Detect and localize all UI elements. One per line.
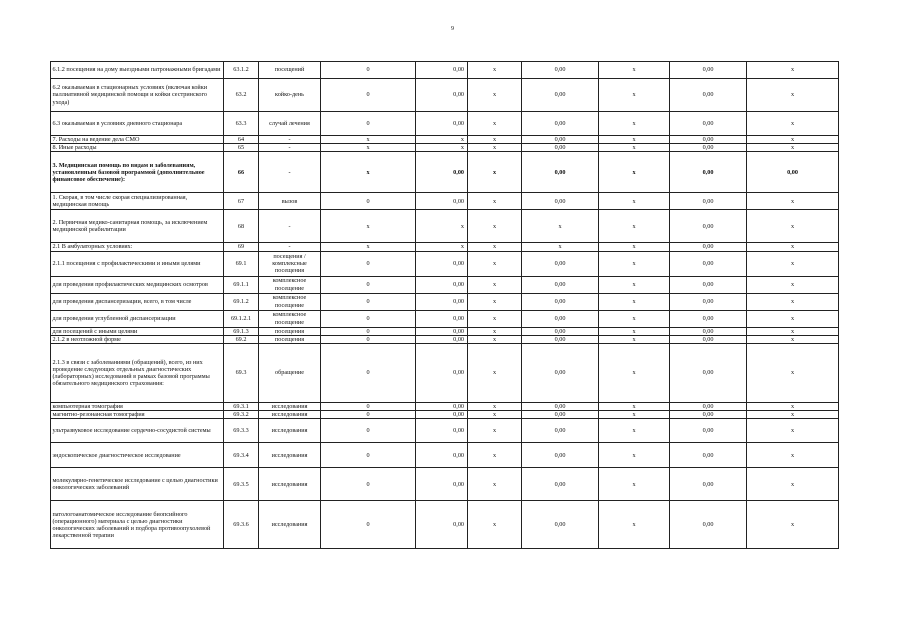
- row-value-cell: x: [599, 468, 670, 501]
- row-value-cell: 0,00: [670, 327, 747, 335]
- row-value-cell: x: [747, 501, 839, 549]
- row-value-cell: 0,00: [416, 79, 468, 112]
- row-unit-cell: -: [259, 243, 321, 251]
- row-value-cell: 0,00: [670, 411, 747, 419]
- row-value-cell: x: [747, 327, 839, 335]
- row-unit-cell: -: [259, 152, 321, 193]
- row-value-cell: x: [599, 152, 670, 193]
- row-value-cell: 0: [321, 193, 416, 210]
- row-value-cell: x: [468, 152, 522, 193]
- table-row: [51, 144, 839, 152]
- row-code-cell: 68: [224, 210, 259, 243]
- row-name-cell: 6.2 оказываемая в стационарных условиях (включая койки паллиативной медицинской помощи и койки сестринского ухода): [51, 79, 224, 112]
- row-value-cell: 0,00: [670, 62, 747, 79]
- row-value-cell: x: [599, 79, 670, 112]
- row-code-cell: 64: [224, 136, 259, 144]
- row-name-cell: 7. Расходы на ведение дела СМО: [51, 136, 224, 144]
- row-name-cell: 6.3 оказываемая в условиях дневного стационара: [51, 112, 224, 136]
- row-value-cell: x: [747, 210, 839, 243]
- row-unit-cell: посещения: [259, 335, 321, 343]
- row-value-cell: x: [747, 251, 839, 276]
- row-value-cell: 0,00: [416, 443, 468, 468]
- row-name-cell: патологоанатомическое исследование биопсийного (операционного) материала с целью диагностики онкологических заболеваний и подбора противоопухолевой лекарственной терапии: [51, 501, 224, 549]
- row-value-cell: 0,00: [416, 112, 468, 136]
- row-value-cell: x: [599, 403, 670, 411]
- row-value-cell: x: [599, 144, 670, 152]
- row-code-cell: 69.1.3: [224, 327, 259, 335]
- row-value-cell: 0,00: [522, 62, 599, 79]
- row-unit-cell: исследования: [259, 419, 321, 443]
- row-value-cell: x: [599, 335, 670, 343]
- row-value-cell: x: [321, 136, 416, 144]
- row-value-cell: 0,00: [522, 403, 599, 411]
- row-value-cell: x: [599, 276, 670, 293]
- row-value-cell: 0,00: [670, 501, 747, 549]
- row-value-cell: 0: [321, 62, 416, 79]
- row-value-cell: 0: [321, 251, 416, 276]
- row-value-cell: 0,00: [416, 468, 468, 501]
- row-value-cell: x: [468, 468, 522, 501]
- row-value-cell: x: [468, 243, 522, 251]
- row-value-cell: x: [468, 293, 522, 310]
- row-name-cell: 1. Скорая, в том числе скорая специализированная, медицинская помощь: [51, 193, 224, 210]
- row-value-cell: x: [747, 79, 839, 112]
- row-value-cell: 0,00: [416, 62, 468, 79]
- row-value-cell: 0,00: [416, 344, 468, 403]
- table-row: [51, 468, 839, 501]
- table-row: [51, 443, 839, 468]
- table-row: [51, 344, 839, 403]
- table-row: [51, 210, 839, 243]
- row-unit-cell: посещений: [259, 62, 321, 79]
- row-value-cell: x: [522, 210, 599, 243]
- row-unit-cell: посещения: [259, 327, 321, 335]
- row-value-cell: 0: [321, 112, 416, 136]
- financial-table: [50, 61, 839, 549]
- row-value-cell: x: [747, 293, 839, 310]
- row-value-cell: 0,00: [522, 443, 599, 468]
- row-value-cell: 0,00: [522, 310, 599, 327]
- row-value-cell: 0,00: [522, 136, 599, 144]
- row-unit-cell: случай лечения: [259, 112, 321, 136]
- row-name-cell: 2.1 В амбулаторных условиях:: [51, 243, 224, 251]
- row-value-cell: x: [468, 144, 522, 152]
- row-value-cell: x: [468, 335, 522, 343]
- row-value-cell: 0: [321, 468, 416, 501]
- row-name-cell: 2. Первичная медико-санитарная помощь, за исключением медицинской реабилитации: [51, 210, 224, 243]
- row-value-cell: x: [468, 310, 522, 327]
- row-value-cell: x: [747, 335, 839, 343]
- row-value-cell: 0,00: [670, 403, 747, 411]
- row-value-cell: x: [468, 276, 522, 293]
- row-value-cell: 0,00: [670, 210, 747, 243]
- row-value-cell: x: [468, 112, 522, 136]
- row-code-cell: 63.2: [224, 79, 259, 112]
- row-value-cell: 0,00: [416, 501, 468, 549]
- table-row: [51, 293, 839, 310]
- row-code-cell: 63.1.2: [224, 62, 259, 79]
- row-value-cell: x: [599, 293, 670, 310]
- row-value-cell: 0: [321, 335, 416, 343]
- row-unit-cell: исследования: [259, 443, 321, 468]
- row-code-cell: 69: [224, 243, 259, 251]
- row-unit-cell: -: [259, 144, 321, 152]
- row-name-cell: компьютерная томография: [51, 403, 224, 411]
- table-row: [51, 79, 839, 112]
- row-value-cell: x: [416, 144, 468, 152]
- row-unit-cell: вызов: [259, 193, 321, 210]
- row-value-cell: x: [522, 243, 599, 251]
- row-name-cell: для проведения профилактических медицинских осмотров: [51, 276, 224, 293]
- row-value-cell: 0,00: [522, 344, 599, 403]
- row-value-cell: x: [747, 62, 839, 79]
- row-value-cell: x: [747, 443, 839, 468]
- table-row: [51, 403, 839, 411]
- row-value-cell: 0: [321, 310, 416, 327]
- row-code-cell: 66: [224, 152, 259, 193]
- row-value-cell: x: [599, 112, 670, 136]
- row-value-cell: x: [747, 136, 839, 144]
- row-value-cell: x: [468, 62, 522, 79]
- row-value-cell: 0: [321, 411, 416, 419]
- row-value-cell: 0,00: [670, 112, 747, 136]
- row-value-cell: 0,00: [670, 293, 747, 310]
- table-row: [51, 327, 839, 335]
- row-value-cell: x: [747, 468, 839, 501]
- row-value-cell: 0,00: [522, 293, 599, 310]
- row-name-cell: для проведения диспансеризации, всего, в том числе: [51, 293, 224, 310]
- row-value-cell: x: [599, 327, 670, 335]
- row-value-cell: 0,00: [522, 193, 599, 210]
- table-row: [51, 193, 839, 210]
- row-value-cell: 0,00: [522, 335, 599, 343]
- row-value-cell: 0,00: [416, 293, 468, 310]
- row-value-cell: 0,00: [416, 310, 468, 327]
- row-value-cell: x: [599, 243, 670, 251]
- row-value-cell: x: [747, 144, 839, 152]
- row-value-cell: 0: [321, 293, 416, 310]
- table-row: [51, 310, 839, 327]
- row-value-cell: 0,00: [670, 344, 747, 403]
- row-name-cell: 8. Иные расходы: [51, 144, 224, 152]
- row-code-cell: 69.3.2: [224, 411, 259, 419]
- row-code-cell: 69.3: [224, 344, 259, 403]
- row-value-cell: 0,00: [522, 327, 599, 335]
- table-row: [51, 243, 839, 251]
- row-value-cell: x: [468, 79, 522, 112]
- row-value-cell: x: [321, 210, 416, 243]
- row-unit-cell: -: [259, 210, 321, 243]
- row-value-cell: 0,00: [522, 411, 599, 419]
- row-unit-cell: -: [259, 136, 321, 144]
- row-name-cell: молекулярно-генетическое исследование с целью диагностики онкологических заболеваний: [51, 468, 224, 501]
- row-value-cell: x: [468, 443, 522, 468]
- row-value-cell: 0: [321, 327, 416, 335]
- row-value-cell: x: [416, 210, 468, 243]
- row-value-cell: x: [747, 419, 839, 443]
- row-value-cell: x: [468, 327, 522, 335]
- row-code-cell: 63.3: [224, 112, 259, 136]
- row-value-cell: 0,00: [670, 310, 747, 327]
- row-value-cell: 0,00: [416, 335, 468, 343]
- row-value-cell: 0,00: [670, 468, 747, 501]
- table-row: [51, 62, 839, 79]
- row-value-cell: 0,00: [522, 419, 599, 443]
- row-value-cell: x: [321, 243, 416, 251]
- row-value-cell: x: [599, 411, 670, 419]
- row-value-cell: 0,00: [670, 335, 747, 343]
- row-value-cell: 0,00: [416, 411, 468, 419]
- table-row: [51, 411, 839, 419]
- row-value-cell: 0,00: [416, 152, 468, 193]
- row-value-cell: 0,00: [416, 251, 468, 276]
- row-value-cell: 0,00: [522, 468, 599, 501]
- row-unit-cell: исследования: [259, 501, 321, 549]
- row-code-cell: 69.1: [224, 251, 259, 276]
- row-value-cell: 0,00: [522, 144, 599, 152]
- row-code-cell: 69.1.2.1: [224, 310, 259, 327]
- row-value-cell: x: [747, 403, 839, 411]
- row-value-cell: x: [599, 251, 670, 276]
- row-name-cell: магнитно-резонансная томография: [51, 411, 224, 419]
- row-value-cell: 0,00: [416, 327, 468, 335]
- row-code-cell: 69.3.3: [224, 419, 259, 443]
- table-row: [51, 501, 839, 549]
- row-value-cell: 0,00: [670, 276, 747, 293]
- table-row: [51, 251, 839, 276]
- row-value-cell: 0: [321, 403, 416, 411]
- row-code-cell: 69.3.6: [224, 501, 259, 549]
- row-code-cell: 69.2: [224, 335, 259, 343]
- row-value-cell: x: [468, 193, 522, 210]
- row-unit-cell: комплексное посещение: [259, 310, 321, 327]
- row-value-cell: x: [321, 152, 416, 193]
- row-code-cell: 69.3.4: [224, 443, 259, 468]
- row-value-cell: x: [747, 310, 839, 327]
- row-name-cell: 2.1.2 в неотложной форме: [51, 335, 224, 343]
- row-value-cell: 0,00: [416, 276, 468, 293]
- table-row: [51, 276, 839, 293]
- row-value-cell: x: [599, 193, 670, 210]
- row-value-cell: 0,00: [670, 144, 747, 152]
- row-unit-cell: обращение: [259, 344, 321, 403]
- row-value-cell: 0: [321, 344, 416, 403]
- row-value-cell: x: [468, 251, 522, 276]
- row-value-cell: 0,00: [522, 501, 599, 549]
- row-value-cell: x: [747, 112, 839, 136]
- row-unit-cell: исследования: [259, 403, 321, 411]
- row-code-cell: 67: [224, 193, 259, 210]
- row-value-cell: 0,00: [522, 276, 599, 293]
- row-value-cell: 0,00: [670, 243, 747, 251]
- row-unit-cell: исследования: [259, 468, 321, 501]
- page-number: 9: [451, 26, 454, 32]
- row-value-cell: x: [468, 411, 522, 419]
- row-value-cell: 0,00: [522, 112, 599, 136]
- row-unit-cell: комплексное посещение: [259, 293, 321, 310]
- row-value-cell: 0,00: [416, 403, 468, 411]
- row-value-cell: x: [599, 210, 670, 243]
- row-value-cell: 0,00: [670, 136, 747, 144]
- row-value-cell: 0,00: [416, 419, 468, 443]
- row-name-cell: 2.1.1 посещения с профилактическими и иными целями: [51, 251, 224, 276]
- row-value-cell: 0,00: [416, 193, 468, 210]
- row-value-cell: 0,00: [747, 152, 839, 193]
- row-value-cell: x: [599, 136, 670, 144]
- row-unit-cell: исследования: [259, 411, 321, 419]
- row-value-cell: x: [468, 501, 522, 549]
- row-value-cell: x: [599, 501, 670, 549]
- row-code-cell: 69.1.2: [224, 293, 259, 310]
- row-value-cell: 0,00: [522, 79, 599, 112]
- row-name-cell: 6.1.2 посещения на дому выездными патронажными бригадами: [51, 62, 224, 79]
- table-row: [51, 335, 839, 343]
- row-value-cell: x: [599, 62, 670, 79]
- row-value-cell: x: [416, 243, 468, 251]
- row-value-cell: x: [416, 136, 468, 144]
- table-row: [51, 136, 839, 144]
- row-value-cell: x: [468, 344, 522, 403]
- row-value-cell: x: [468, 136, 522, 144]
- row-code-cell: 69.3.1: [224, 403, 259, 411]
- row-value-cell: x: [468, 210, 522, 243]
- row-code-cell: 65: [224, 144, 259, 152]
- row-value-cell: 0: [321, 276, 416, 293]
- row-code-cell: 69.1.1: [224, 276, 259, 293]
- row-value-cell: x: [321, 144, 416, 152]
- row-name-cell: 2.1.3 в связи с заболеваниями (обращений), всего, из них проведение следующих отдельных диагностических (лабораторных) исследований в рамках базовой программы обязательного медицинского страхования:: [51, 344, 224, 403]
- row-value-cell: 0,00: [670, 193, 747, 210]
- row-value-cell: 0,00: [522, 251, 599, 276]
- row-name-cell: 3. Медицинская помощь по видам и заболеваниям, установленным базовой программой (дополнительное финансовое обеспечение):: [51, 152, 224, 193]
- row-value-cell: 0: [321, 501, 416, 549]
- row-value-cell: 0,00: [670, 152, 747, 193]
- row-value-cell: 0,00: [670, 79, 747, 112]
- row-value-cell: x: [468, 419, 522, 443]
- row-name-cell: эндоскопическое диагностическое исследование: [51, 443, 224, 468]
- row-value-cell: 0: [321, 79, 416, 112]
- row-value-cell: x: [599, 419, 670, 443]
- row-name-cell: для посещений с иными целями: [51, 327, 224, 335]
- row-unit-cell: койко-день: [259, 79, 321, 112]
- row-code-cell: 69.3.5: [224, 468, 259, 501]
- row-value-cell: x: [747, 276, 839, 293]
- row-value-cell: 0,00: [670, 251, 747, 276]
- row-value-cell: x: [747, 344, 839, 403]
- row-value-cell: x: [599, 443, 670, 468]
- table-row: [51, 419, 839, 443]
- table-row: [51, 152, 839, 193]
- row-value-cell: 0: [321, 419, 416, 443]
- row-value-cell: x: [747, 193, 839, 210]
- row-value-cell: 0,00: [522, 152, 599, 193]
- row-unit-cell: посещения / комплексные посещения: [259, 251, 321, 276]
- row-unit-cell: комплексное посещение: [259, 276, 321, 293]
- row-value-cell: 0,00: [670, 419, 747, 443]
- table-row: [51, 112, 839, 136]
- row-value-cell: x: [599, 310, 670, 327]
- row-value-cell: x: [747, 243, 839, 251]
- row-name-cell: для проведения углубленной диспансеризации: [51, 310, 224, 327]
- row-value-cell: 0,00: [670, 443, 747, 468]
- row-name-cell: ультразвуковое исследование сердечно-сосудистой системы: [51, 419, 224, 443]
- row-value-cell: 0: [321, 443, 416, 468]
- row-value-cell: x: [468, 403, 522, 411]
- row-value-cell: x: [599, 344, 670, 403]
- row-value-cell: x: [747, 411, 839, 419]
